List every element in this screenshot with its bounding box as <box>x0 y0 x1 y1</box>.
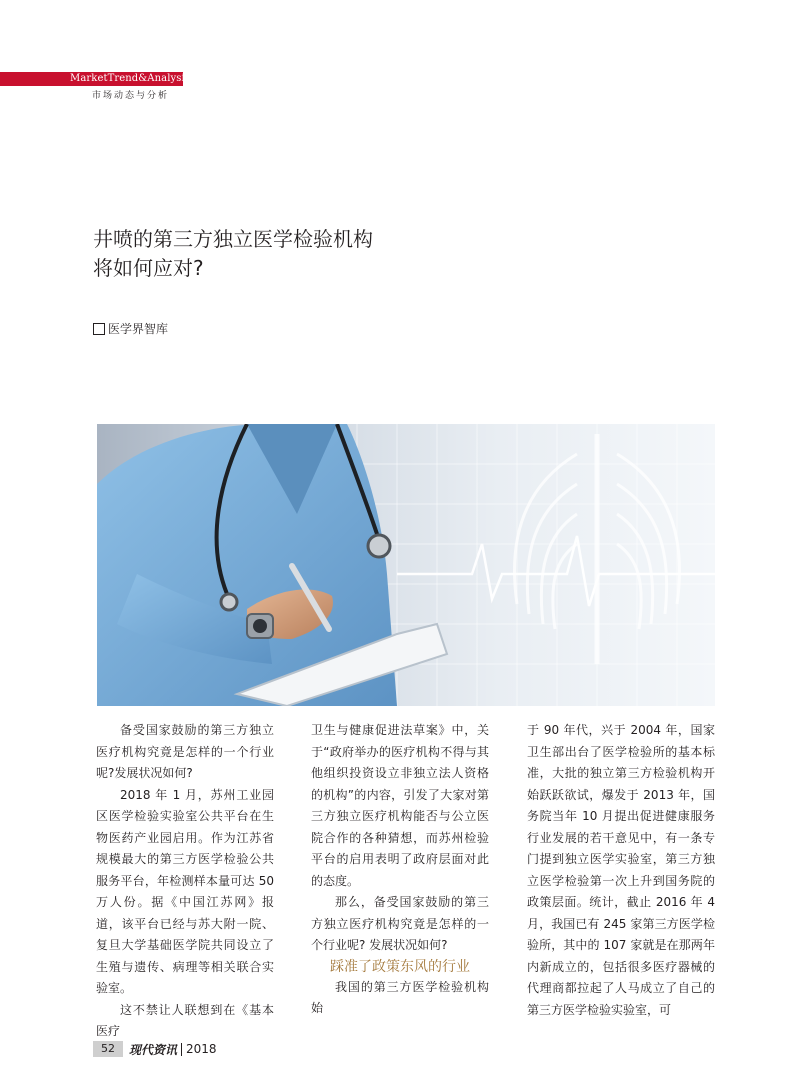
magazine-name: 现代资讯 <box>129 1042 178 1057</box>
paragraph: 于 90 年代，兴于 2004 年，国家卫生部出台了医学检验所的基本标准，大批的独立第三方检验机构开始跃跃欲试，爆发于 2013 年，国务院当年 10 月提出促进健康服务行业发展的若干意见中，有一条专门提到独立医学实验室，第三方独立医学检验第一次上升到国务院的政策层面。统计，截止 2016 年 4 月，我国已有 245 家第三方医学检验所，其中的 107 家就是在那两年内新成立的，包括很多医疗器械的代理商都拉起了人马成立了自己的第三方医学检验实验室，可 <box>527 723 715 1017</box>
section-subheading: 踩准了政策东风的行业 <box>330 958 470 975</box>
page-footer <box>93 1041 217 1057</box>
xray-ribcage-icon <box>515 434 680 664</box>
section-title-cn: 市场动态与分析 <box>92 91 170 101</box>
paragraph: 这不禁让人联想到在《基本医疗 <box>96 1002 274 1038</box>
paragraph: 卫生与健康促进法草案》中，关于“政府举办的医疗机构不得与其他组织投资设立非独立法人资格的机构”的内容，引发了大家对第三方独立医疗机构能否与公立医院合作的各种猜想，而苏州检验平台的启用表明了政府层面对此的态度。 <box>311 723 489 888</box>
paragraph: 那么，备受国家鼓励的第三方独立医疗机构究竟是怎样的一个行业呢? 发展状况如何? <box>311 895 489 952</box>
doctor-illustration <box>97 424 715 706</box>
article-title-line-2: 将如何应对? <box>93 256 204 280</box>
text-column-3 <box>527 720 715 1021</box>
text-column-1 <box>96 720 274 1043</box>
issue-year: 2018 <box>186 1042 217 1056</box>
author-name: 医学界智库 <box>108 322 169 336</box>
page-number: 52 <box>93 1041 123 1057</box>
paragraph: 2018 年 1 月，苏州工业园区医学检验实验室公共平台在生物医药产业园启用。作为江苏省规模最大的第三方医学检验公共服务平台，年检测样本量可达 50 万人份。据《中国江苏网》报道，该平台已经与苏大附一院、复旦大学基础医学院共同设立了生殖与遗传、病理等相关联合实验室。 <box>96 787 274 995</box>
text-column-2 <box>311 720 489 1020</box>
footer-divider <box>181 1043 182 1056</box>
article-title <box>93 225 373 283</box>
article-author <box>93 320 168 337</box>
section-title-en: MarketTrend&Analysis <box>70 73 191 84</box>
paragraph: 备受国家鼓励的第三方独立医疗机构究竟是怎样的一个行业呢?发展状况如何? <box>96 723 274 780</box>
paragraph: 我国的第三方医学检验机构始 <box>311 979 489 1015</box>
hero-image <box>97 424 715 706</box>
article-title-line-1: 井喷的第三方独立医学检验机构 <box>93 227 373 251</box>
author-box-icon <box>93 323 105 335</box>
